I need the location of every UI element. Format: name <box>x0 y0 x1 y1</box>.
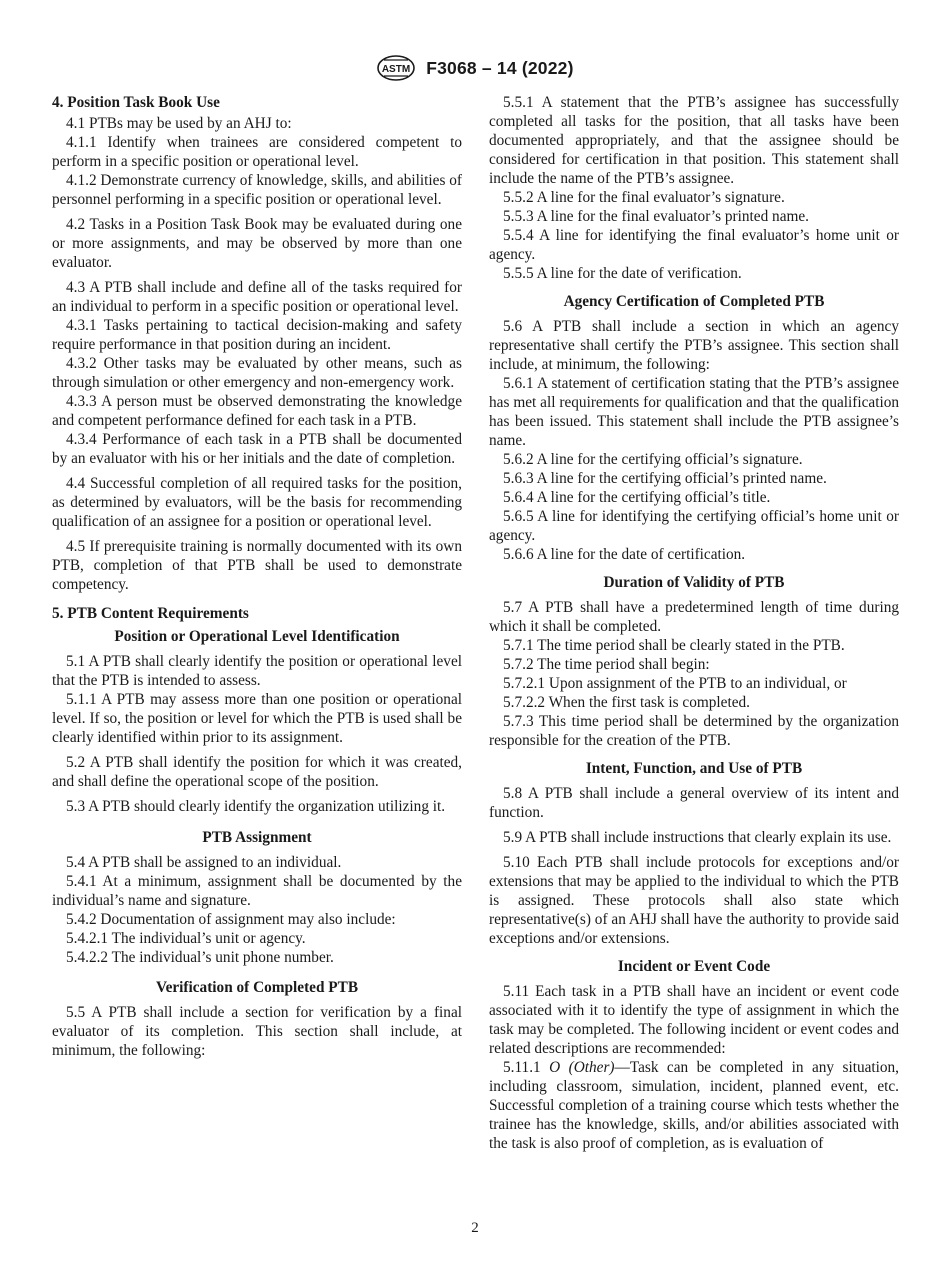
paragraph-5-4-2-2: 5.4.2.2 The individual’s unit phone number. <box>66 949 334 966</box>
paragraph-5-7-2-2: 5.7.2.2 When the first task is completed. <box>503 694 750 711</box>
paragraph-4-2: 4.2 Tasks in a Position Task Book may be evaluated during one or more assignments, and may be observed by more than one evaluator. <box>52 216 462 271</box>
paragraph-5-5-1: 5.5.1 A statement that the PTB’s assignee has successfully completed all tasks for the position, that all tasks have been documented appropriately, and that the assignee should be considered for certification in that position. This statement shall include the name of the PTB’s assignee. <box>489 94 899 187</box>
paragraph-5-6-2: 5.6.2 A line for the certifying official’s signature. <box>503 451 803 468</box>
paragraph-5-5-2: 5.5.2 A line for the final evaluator’s signature. <box>503 189 785 206</box>
paragraph-4-3-4: 4.3.4 Performance of each task in a PTB shall be documented by an evaluator with his or her initials and the date of completion. <box>52 431 462 467</box>
paragraph-5-4-2: 5.4.2 Documentation of assignment may also include: <box>66 911 396 928</box>
paragraph-5-5-5: 5.5.5 A line for the date of verification. <box>503 265 742 282</box>
paragraph-5-6-1: 5.6.1 A statement of certification stating that the PTB’s assignee has met all requirements for qualification and that the qualification has been issued. This statement shall include the PTB assignee’s name. <box>489 375 899 449</box>
subheading-agency-certification: Agency Certification of Completed PTB <box>563 293 825 310</box>
paragraph-5-5: 5.5 A PTB shall include a section for verification by a final evaluator of its completion. This section shall include, at minimum, the following: <box>52 1004 462 1059</box>
svg-text:ASTM: ASTM <box>382 64 411 75</box>
paragraph-4-5: 4.5 If prerequisite training is normally documented with its own PTB, completion of that PTB shall be used to demonstrate competency. <box>52 538 462 593</box>
paragraph-5-4: 5.4 A PTB shall be assigned to an individual. <box>66 854 342 871</box>
paragraph-4-4: 4.4 Successful completion of all required tasks for the position, as determined by evaluators, will be the basis for recommending qualification of an assignee for a position or operational level. <box>52 475 462 530</box>
section-4-heading: 4. Position Task Book Use <box>52 94 220 111</box>
left-column <box>52 93 462 1060</box>
astm-logo-icon <box>376 54 416 82</box>
paragraph-5-6-5: 5.6.5 A line for identifying the certifying official’s home unit or agency. <box>489 508 899 544</box>
paragraph-5-2: 5.2 A PTB shall identify the position for which it was created, and shall define the operational scope of the position. <box>52 754 462 790</box>
paragraph-5-5-3: 5.5.3 A line for the final evaluator’s printed name. <box>503 208 809 225</box>
subheading-position-identification: Position or Operational Level Identification <box>114 628 400 645</box>
paragraph-5-6-4: 5.6.4 A line for the certifying official’s title. <box>503 489 771 506</box>
paragraph-4-3-3: 4.3.3 A person must be observed demonstrating the knowledge and competent performance defined for each task in a PTB. <box>52 393 462 429</box>
paragraph-5-11: 5.11 Each task in a PTB shall have an incident or event code associated with it to identify the type of assignment in which the task may be completed. The following incident or event codes and related descriptions are recommended: <box>489 983 899 1057</box>
paragraph-5-10: 5.10 Each PTB shall include protocols for exceptions and/or extensions that may be applied to the individual to which the PTB is assigned. These protocols shall also state which representative(s) of an AHJ shall have the authority to provide said exceptions and/or extensions. <box>489 854 899 947</box>
paragraph-4-1: 4.1 PTBs may be used by an AHJ to: <box>66 115 292 132</box>
paragraph-5-1: 5.1 A PTB shall clearly identify the position or operational level that the PTB is intended to assess. <box>52 653 462 689</box>
subheading-incident-code: Incident or Event Code <box>617 958 771 975</box>
paragraph-5-7-3: 5.7.3 This time period shall be determined by the organization responsible for the creation of the PTB. <box>489 713 899 749</box>
paragraph-4-3-1: 4.3.1 Tasks pertaining to tactical decision-making and safety require performance in that position during an incident. <box>52 317 462 353</box>
paragraph-5-6: 5.6 A PTB shall include a section in which an agency representative shall certify the PTB’s assignee. This section shall include, at minimum, the following: <box>489 318 899 373</box>
paragraph-4-3-2: 4.3.2 Other tasks may be evaluated by other means, such as through simulation or other emergency and non-emergency work. <box>52 355 462 391</box>
paragraph-body: —Task can be completed in any situation, including classroom, simulation, incident, planned event, etc. Successful completion of a training course which tests whether the trainee has the knowledge, skills, and/or abilities associated with the task is also proof of completion, as is evaluation of <box>489 1059 900 1152</box>
paragraph-4-3: 4.3 A PTB shall include and define all of the tasks required for an individual to perform in a specific position or operational level. <box>52 279 462 315</box>
paragraph-5-4-2-1: 5.4.2.1 The individual’s unit or agency. <box>66 930 306 947</box>
page-number: 2 <box>471 1220 479 1236</box>
subheading-ptb-assignment: PTB Assignment <box>202 829 312 846</box>
paragraph-5-3: 5.3 A PTB should clearly identify the organization utilizing it. <box>66 798 446 815</box>
paragraph-5-5-4: 5.5.4 A line for identifying the final evaluator’s home unit or agency. <box>489 227 899 263</box>
paragraph-5-7-2-1: 5.7.2.1 Upon assignment of the PTB to an individual, or <box>503 675 847 692</box>
paragraph-5-4-1: 5.4.1 At a minimum, assignment shall be documented by the individual’s name and signature. <box>52 873 462 909</box>
subheading-intent-function: Intent, Function, and Use of PTB <box>585 760 803 777</box>
paragraph-number: 5.11.1 <box>503 1059 541 1076</box>
term-other: O (Other) <box>549 1059 615 1076</box>
right-column <box>489 93 899 1153</box>
paragraph-5-7-2: 5.7.2 The time period shall begin: <box>503 656 710 673</box>
paragraph-5-1-1: 5.1.1 A PTB may assess more than one position or operational level. If so, the position or level for which the PTB is used shall be clearly identified within prior to its assignment. <box>52 691 462 746</box>
document-designation: F3068 – 14 (2022) <box>426 57 574 78</box>
page-header <box>0 54 950 82</box>
paragraph-4-1-2: 4.1.2 Demonstrate currency of knowledge, skills, and abilities of personnel performing in a specific position or operational level. <box>52 172 462 208</box>
paragraph-5-9: 5.9 A PTB shall include instructions that clearly explain its use. <box>503 829 892 846</box>
paragraph-4-1-1: 4.1.1 Identify when trainees are considered competent to perform in a specific position or operational level. <box>52 134 462 170</box>
section-5-heading: 5. PTB Content Requirements <box>52 605 249 622</box>
paragraph-5-8: 5.8 A PTB shall include a general overview of its intent and function. <box>489 785 899 821</box>
subheading-duration: Duration of Validity of PTB <box>603 574 785 591</box>
subheading-verification: Verification of Completed PTB <box>155 979 359 996</box>
paragraph-5-6-6: 5.6.6 A line for the date of certification. <box>503 546 746 563</box>
paragraph-5-7: 5.7 A PTB shall have a predetermined length of time during which it shall be completed. <box>489 599 899 635</box>
paragraph-5-11-1 <box>489 1058 899 1153</box>
paragraph-5-6-3: 5.6.3 A line for the certifying official’s printed name. <box>503 470 827 487</box>
paragraph-5-7-1: 5.7.1 The time period shall be clearly stated in the PTB. <box>503 637 845 654</box>
